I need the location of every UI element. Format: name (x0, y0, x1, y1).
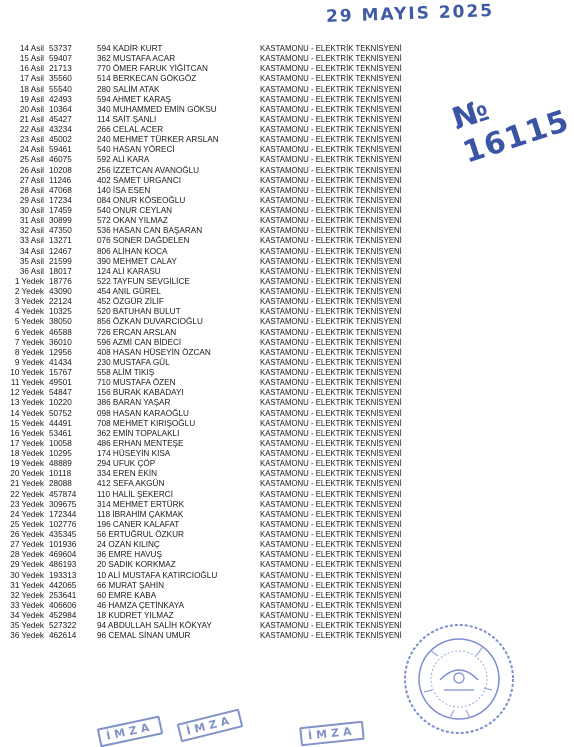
row-id: 17459 (49, 206, 72, 215)
row-name: 24 OZAN KILINÇ (97, 540, 160, 550)
row-number: 33 Yedek (10, 600, 44, 610)
row-name: 94 ABDULLAH SALİH KÖKYAY (97, 621, 212, 631)
row-id: 15767 (49, 368, 72, 377)
row-id: 41434 (49, 357, 72, 367)
row-name: 412 SEFA AKGÜN (97, 479, 165, 489)
row-id: 53737 (49, 44, 72, 53)
row-number: 18 Asil (19, 84, 44, 94)
imza-stamp: İMZA (97, 716, 163, 747)
row-name: 256 İZZETCAN AVANOĞLU (97, 165, 200, 175)
row-number: 27 Yedek (10, 540, 44, 550)
table-row (0, 348, 534, 358)
row-name: 66 MURAT ŞAHİN (97, 580, 165, 590)
row-name: 408 HASAN HÜSEYİN ÖZCAN (97, 347, 211, 357)
row-name: 294 UFUK ÇÖP (97, 459, 156, 469)
table-row (0, 338, 534, 348)
table-row (0, 105, 534, 115)
row-school: KASTAMONU - ELEKTRİK TEKNİSYENİ (260, 216, 402, 226)
row-name: 594 KADİR KURT (97, 44, 163, 53)
table-row (0, 439, 534, 449)
row-number: 6 Yedek (14, 327, 44, 337)
table-row (0, 135, 534, 145)
row-school: KASTAMONU - ELEKTRİK TEKNİSYENİ (260, 347, 402, 357)
table-row (0, 550, 534, 560)
table-row (0, 226, 534, 236)
row-name: 156 BURAK KABADAYI (97, 388, 184, 398)
table-row (0, 500, 534, 510)
row-id: 13271 (49, 236, 72, 246)
row-number: 14 Yedek (10, 408, 44, 418)
row-id: 59461 (49, 145, 72, 155)
row-number: 22 Asil (19, 125, 44, 134)
table-row (0, 247, 534, 257)
row-id: 42493 (49, 94, 72, 104)
table-row (0, 317, 534, 327)
table-row (0, 95, 534, 105)
row-number: 15 Asil (19, 54, 44, 64)
row-id: 35560 (49, 74, 72, 84)
row-school: KASTAMONU - ELEKTRİK TEKNİSYENİ (260, 418, 402, 428)
row-school: KASTAMONU - ELEKTRİK TEKNİSYENİ (260, 246, 402, 256)
row-number: 25 Asil (19, 155, 44, 165)
row-number: 27 Asil (19, 175, 44, 185)
row-number: 35 Yedek (10, 621, 44, 631)
row-number: 16 Yedek (10, 428, 44, 438)
table-row (0, 601, 534, 611)
table-row (0, 166, 534, 176)
row-school: KASTAMONU - ELEKTRİK TEKNİSYENİ (260, 155, 402, 165)
row-name: 098 HASAN KARAOĞLU (97, 408, 189, 418)
row-school: KASTAMONU - ELEKTRİK TEKNİSYENİ (260, 357, 402, 367)
row-name: 452 ÖZGÜR ZİLİF (97, 297, 164, 307)
row-number: 29 Yedek (10, 560, 44, 570)
row-number: 16 Asil (19, 64, 44, 74)
row-id: 10220 (49, 398, 72, 408)
row-school: KASTAMONU - ELEKTRİK TEKNİSYENİ (260, 337, 402, 347)
row-school: KASTAMONU - ELEKTRİK TEKNİSYENİ (260, 145, 402, 155)
row-number: 30 Asil (19, 206, 44, 215)
row-school: KASTAMONU - ELEKTRİK TEKNİSYENİ (260, 438, 402, 448)
row-number: 13 Yedek (10, 398, 44, 408)
row-number: 36 Asil (19, 266, 44, 276)
row-name: 572 OKAN YILMAZ (97, 216, 168, 226)
row-number: 19 Asil (19, 94, 44, 104)
row-name: 280 SALİM ATAK (97, 84, 160, 94)
row-school: KASTAMONU - ELEKTRİK TEKNİSYENİ (260, 388, 402, 398)
row-id: 49501 (49, 378, 72, 388)
row-number: 28 Yedek (10, 550, 44, 560)
row-id: 172344 (49, 509, 77, 519)
row-school: KASTAMONU - ELEKTRİK TEKNİSYENİ (260, 449, 402, 458)
table-row (0, 115, 534, 125)
row-number: 1 Yedek (14, 276, 44, 286)
row-number: 31 Yedek (10, 580, 44, 590)
row-number: 20 Yedek (10, 469, 44, 479)
row-school: KASTAMONU - ELEKTRİK TEKNİSYENİ (260, 185, 402, 195)
row-name: 540 ONUR CEYLAN (97, 206, 173, 215)
table-row (0, 479, 534, 489)
row-number: 36 Yedek (10, 631, 44, 641)
table-row (0, 64, 534, 74)
row-number: 32 Asil (19, 226, 44, 236)
row-school: KASTAMONU - ELEKTRİK TEKNİSYENİ (260, 135, 402, 145)
table-row (0, 510, 534, 520)
row-number: 24 Yedek (10, 509, 44, 519)
row-id: 435345 (49, 530, 77, 539)
row-id: 18017 (49, 266, 72, 276)
row-school: KASTAMONU - ELEKTRİK TEKNİSYENİ (260, 580, 402, 590)
row-name: 770 ÖMER FARUK YİĞİTCAN (97, 64, 208, 74)
row-school: KASTAMONU - ELEKTRİK TEKNİSYENİ (260, 206, 402, 215)
row-school: KASTAMONU - ELEKTRİK TEKNİSYENİ (260, 307, 402, 317)
row-name: 196 CANER KALAFAT (97, 519, 180, 529)
row-school: KASTAMONU - ELEKTRİK TEKNİSYENİ (260, 428, 402, 438)
row-name: 596 AZMİ CAN BİDECİ (97, 337, 182, 347)
row-school: KASTAMONU - ELEKTRİK TEKNİSYENİ (260, 398, 402, 408)
table-row (0, 530, 534, 540)
row-number: 12 Yedek (10, 388, 44, 398)
row-name: 340 MUHAMMED EMİN GÖKSU (97, 104, 217, 114)
row-id: 10208 (49, 165, 72, 175)
row-number: 25 Yedek (10, 519, 44, 529)
row-id: 48889 (49, 459, 72, 469)
row-id: 43090 (49, 287, 72, 296)
row-school: KASTAMONU - ELEKTRİK TEKNİSYENİ (260, 590, 402, 600)
row-number: 21 Asil (19, 114, 44, 124)
table-row (0, 307, 534, 317)
table-row (0, 358, 534, 368)
table-row (0, 368, 534, 378)
row-name: 56 ERTUĞRUL ÖZKUR (97, 530, 184, 539)
row-name: 536 HASAN CAN BAŞARAN (97, 226, 203, 236)
row-name: 522 TAYFUN SEVGİLİCE (97, 276, 190, 286)
row-name: 36 EMRE HAVUŞ (97, 550, 162, 560)
table-row (0, 429, 534, 439)
row-name: 076 SONER DAĞDELEN (97, 236, 190, 246)
row-number: 31 Asil (19, 216, 44, 226)
row-school: KASTAMONU - ELEKTRİK TEKNİSYENİ (260, 469, 402, 479)
table-row (0, 469, 534, 479)
row-name: 174 HÜSEYİN KISA (97, 449, 171, 458)
row-name: 084 ONUR KÖSEOĞLU (97, 195, 186, 205)
row-name: 266 CELAL ACER (97, 125, 164, 134)
row-name: 806 ALİHAN KOCA (97, 246, 168, 256)
row-school: KASTAMONU - ELEKTRİK TEKNİSYENİ (260, 165, 402, 175)
row-number: 24 Asil (19, 145, 44, 155)
row-name: 362 MUSTAFA ACAR (97, 54, 176, 64)
row-number: 35 Asil (19, 256, 44, 266)
row-name: 592 ALİ KARA (97, 155, 150, 165)
row-number: 29 Asil (19, 195, 44, 205)
row-school: KASTAMONU - ELEKTRİK TEKNİSYENİ (260, 94, 402, 104)
row-name: 60 EMRE KABA (97, 590, 157, 600)
table-row (0, 44, 534, 54)
row-id: 50752 (49, 408, 72, 418)
row-school: KASTAMONU - ELEKTRİK TEKNİSYENİ (260, 489, 402, 499)
row-number: 20 Asil (19, 104, 44, 114)
row-name: 114 SAİT ŞANLI (97, 114, 157, 124)
row-school: KASTAMONU - ELEKTRİK TEKNİSYENİ (260, 611, 402, 620)
row-id: 47068 (49, 185, 72, 195)
row-school: KASTAMONU - ELEKTRİK TEKNİSYENİ (260, 297, 402, 307)
row-id: 102776 (49, 519, 77, 529)
table-row (0, 591, 534, 601)
row-id: 36010 (49, 337, 72, 347)
row-id: 54847 (49, 388, 72, 398)
row-id: 101936 (49, 540, 77, 550)
row-number: 10 Yedek (10, 368, 44, 377)
row-id: 469604 (49, 550, 77, 560)
row-id: 406606 (49, 600, 77, 610)
table-row (0, 388, 534, 398)
row-id: 46588 (49, 327, 72, 337)
row-id: 55540 (49, 84, 72, 94)
row-number: 9 Yedek (14, 357, 44, 367)
row-name: 402 SAMET URGANCI (97, 175, 182, 185)
table-row (0, 155, 534, 165)
row-id: 457874 (49, 489, 77, 499)
row-school: KASTAMONU - ELEKTRİK TEKNİSYENİ (260, 479, 402, 489)
row-number: 15 Yedek (10, 418, 44, 428)
row-id: 10295 (49, 449, 72, 458)
row-number: 14 Asil (19, 44, 44, 53)
row-school: KASTAMONU - ELEKTRİK TEKNİSYENİ (260, 84, 402, 94)
table-row (0, 257, 534, 267)
row-name: 18 KUDRET YILMAZ (97, 611, 174, 620)
row-number: 26 Asil (19, 165, 44, 175)
row-id: 12956 (49, 347, 72, 357)
table-row (0, 571, 534, 581)
row-number: 22 Yedek (10, 489, 44, 499)
row-id: 21599 (49, 256, 72, 266)
row-name: 710 MUSTAFA ÖZEN (97, 378, 176, 388)
row-id: 53461 (49, 428, 72, 438)
row-school: KASTAMONU - ELEKTRİK TEKNİSYENİ (260, 44, 402, 53)
table-row (0, 196, 534, 206)
table-row (0, 490, 534, 500)
row-id: 11246 (49, 175, 72, 185)
row-school: KASTAMONU - ELEKTRİK TEKNİSYENİ (260, 175, 402, 185)
row-id: 18776 (49, 276, 72, 286)
row-school: KASTAMONU - ELEKTRİK TEKNİSYENİ (260, 540, 402, 550)
row-number: 8 Yedek (14, 347, 44, 357)
table-row (0, 186, 534, 196)
row-name: 118 İBRAHİM ÇAKMAK (97, 509, 184, 519)
row-number: 7 Yedek (14, 337, 44, 347)
row-id: 22124 (49, 297, 72, 307)
row-school: KASTAMONU - ELEKTRİK TEKNİSYENİ (260, 368, 402, 377)
row-school: KASTAMONU - ELEKTRİK TEKNİSYENİ (260, 509, 402, 519)
table-row (0, 378, 534, 388)
row-school: KASTAMONU - ELEKTRİK TEKNİSYENİ (260, 378, 402, 388)
row-school: KASTAMONU - ELEKTRİK TEKNİSYENİ (260, 74, 402, 84)
row-id: 10364 (49, 104, 72, 114)
row-id: 10118 (49, 469, 72, 479)
row-id: 47350 (49, 226, 72, 236)
row-name: 540 HASAN YÖRECİ (97, 145, 175, 155)
row-name: 140 İSA ESEN (97, 185, 151, 195)
row-school: KASTAMONU - ELEKTRİK TEKNİSYENİ (260, 226, 402, 236)
row-number: 32 Yedek (10, 590, 44, 600)
row-id: 527322 (49, 621, 77, 631)
row-name: 486 ERHAN MENTEŞE (97, 438, 184, 448)
table-row (0, 560, 534, 570)
row-school: KASTAMONU - ELEKTRİK TEKNİSYENİ (260, 276, 402, 286)
table-row (0, 297, 534, 307)
row-name: 240 MEHMET TÜRKER ARSLAN (97, 135, 219, 145)
imza-stamp: İMZA (299, 721, 364, 747)
table-row (0, 540, 534, 550)
table-row (0, 216, 534, 226)
row-id: 452984 (49, 611, 77, 620)
table-row (0, 74, 534, 84)
row-school: KASTAMONU - ELEKTRİK TEKNİSYENİ (260, 570, 402, 580)
table-row (0, 287, 534, 297)
table-row (0, 449, 534, 459)
row-name: 708 MEHMET KIRIŞOĞLU (97, 418, 196, 428)
row-school: KASTAMONU - ELEKTRİK TEKNİSYENİ (260, 195, 402, 205)
row-number: 33 Asil (19, 236, 44, 246)
row-number: 2 Yedek (14, 287, 44, 296)
row-id: 38050 (49, 317, 72, 327)
row-name: 20 SADIK KORKMAZ (97, 560, 176, 570)
row-id: 45427 (49, 114, 72, 124)
row-name: 124 ALİ KARASU (97, 266, 161, 276)
table-row (0, 409, 534, 419)
row-id: 44491 (49, 418, 72, 428)
row-id: 59407 (49, 54, 72, 64)
row-id: 462614 (49, 631, 77, 641)
date-stamp: 29 MAYIS 2025 (325, 1, 495, 27)
row-school: KASTAMONU - ELEKTRİK TEKNİSYENİ (260, 114, 402, 124)
table-row (0, 85, 534, 95)
row-id: 10325 (49, 307, 72, 317)
row-name: 110 HALİL ŞEKERCİ (97, 489, 173, 499)
row-school: KASTAMONU - ELEKTRİK TEKNİSYENİ (260, 104, 402, 114)
row-number: 23 Asil (19, 135, 44, 145)
row-name: 454 ANIL GÜREL (97, 287, 161, 296)
table-row (0, 145, 534, 155)
row-id: 486193 (49, 560, 77, 570)
row-number: 21 Yedek (10, 479, 44, 489)
row-school: KASTAMONU - ELEKTRİK TEKNİSYENİ (260, 519, 402, 529)
row-school: KASTAMONU - ELEKTRİK TEKNİSYENİ (260, 266, 402, 276)
row-id: 10058 (49, 438, 72, 448)
row-name: 520 BATUHAN BULUT (97, 307, 181, 317)
row-number: 3 Yedek (14, 297, 44, 307)
row-name: 594 AHMET KARAŞ (97, 94, 172, 104)
row-school: KASTAMONU - ELEKTRİK TEKNİSYENİ (260, 621, 402, 631)
row-name: 334 EREN EKİN (97, 469, 158, 479)
row-number: 26 Yedek (10, 530, 44, 539)
table-row (0, 520, 534, 530)
row-school: KASTAMONU - ELEKTRİK TEKNİSYENİ (260, 287, 402, 296)
row-name: 314 MEHMET ERTÜRK (97, 499, 185, 509)
row-id: 43234 (49, 125, 72, 134)
row-school: KASTAMONU - ELEKTRİK TEKNİSYENİ (260, 64, 402, 74)
row-school: KASTAMONU - ELEKTRİK TEKNİSYENİ (260, 459, 402, 469)
table-row (0, 328, 534, 338)
row-id: 253641 (49, 590, 77, 600)
candidate-list (0, 44, 534, 641)
table-row (0, 581, 534, 591)
row-name: 386 BARAN YAŞAR (97, 398, 171, 408)
row-id: 21713 (49, 64, 72, 74)
table-row (0, 236, 534, 246)
row-number: 17 Asil (19, 74, 44, 84)
row-school: KASTAMONU - ELEKTRİK TEKNİSYENİ (260, 408, 402, 418)
row-school: KASTAMONU - ELEKTRİK TEKNİSYENİ (260, 499, 402, 509)
table-row (0, 419, 534, 429)
row-school: KASTAMONU - ELEKTRİK TEKNİSYENİ (260, 54, 402, 64)
row-name: 390 MEHMET CALAY (97, 256, 177, 266)
row-number: 23 Yedek (10, 499, 44, 509)
table-row (0, 176, 534, 186)
row-number: 19 Yedek (10, 459, 44, 469)
row-id: 442065 (49, 580, 77, 590)
row-school: KASTAMONU - ELEKTRİK TEKNİSYENİ (260, 317, 402, 327)
row-id: 28088 (49, 479, 72, 489)
table-row (0, 267, 534, 277)
row-name: 726 ERCAN ARSLAN (97, 327, 177, 337)
row-number: 4 Yedek (14, 307, 44, 317)
table-row (0, 459, 534, 469)
row-number: 34 Yedek (10, 611, 44, 620)
row-school: KASTAMONU - ELEKTRİK TEKNİSYENİ (260, 560, 402, 570)
row-number: 5 Yedek (14, 317, 44, 327)
row-school: KASTAMONU - ELEKTRİK TEKNİSYENİ (260, 600, 402, 610)
row-id: 193313 (49, 570, 77, 580)
row-id: 309675 (49, 499, 77, 509)
table-row (0, 206, 534, 216)
row-name: 514 BERKECAN GÖKGÖZ (97, 74, 197, 84)
row-id: 46075 (49, 155, 72, 165)
row-name: 856 ÖZKAN DUVARCIOĞLU (97, 317, 203, 327)
row-school: KASTAMONU - ELEKTRİK TEKNİSYENİ (260, 530, 402, 539)
row-school: KASTAMONU - ELEKTRİK TEKNİSYENİ (260, 256, 402, 266)
row-school: KASTAMONU - ELEKTRİK TEKNİSYENİ (260, 550, 402, 560)
row-id: 45002 (49, 135, 72, 145)
row-number: 30 Yedek (10, 570, 44, 580)
row-name: 46 HAMZA ÇETİNKAYA (97, 600, 185, 610)
row-school: KASTAMONU - ELEKTRİK TEKNİSYENİ (260, 236, 402, 246)
number-stamp: № 16115 (448, 92, 574, 171)
row-id: 17234 (49, 195, 72, 205)
row-name: 362 EMİN TOPALAKLI (97, 428, 180, 438)
table-row (0, 277, 534, 287)
row-school: KASTAMONU - ELEKTRİK TEKNİSYENİ (260, 327, 402, 337)
row-number: 11 Yedek (10, 378, 44, 388)
row-school: KASTAMONU - ELEKTRİK TEKNİSYENİ (260, 125, 402, 134)
row-number: 18 Yedek (10, 449, 44, 458)
table-row (0, 398, 534, 408)
table-row (0, 125, 534, 135)
row-name: 96 CEMAL SİNAN UMUR (97, 631, 191, 641)
row-id: 12467 (49, 246, 72, 256)
row-number: 28 Asil (19, 185, 44, 195)
row-number: 34 Asil (19, 246, 44, 256)
row-number: 17 Yedek (10, 438, 44, 448)
row-id: 30899 (49, 216, 72, 226)
row-name: 558 ALİM TIKIŞ (97, 368, 155, 377)
imza-stamp: İMZA (177, 709, 243, 743)
row-name: 10 ALİ MUSTAFA KATIRCIOĞLU (97, 570, 218, 580)
official-seal (400, 620, 518, 738)
table-row (0, 54, 534, 64)
row-name: 230 MUSTAFA GÜL (97, 357, 170, 367)
row-school: KASTAMONU - ELEKTRİK TEKNİSYENİ (260, 631, 402, 641)
